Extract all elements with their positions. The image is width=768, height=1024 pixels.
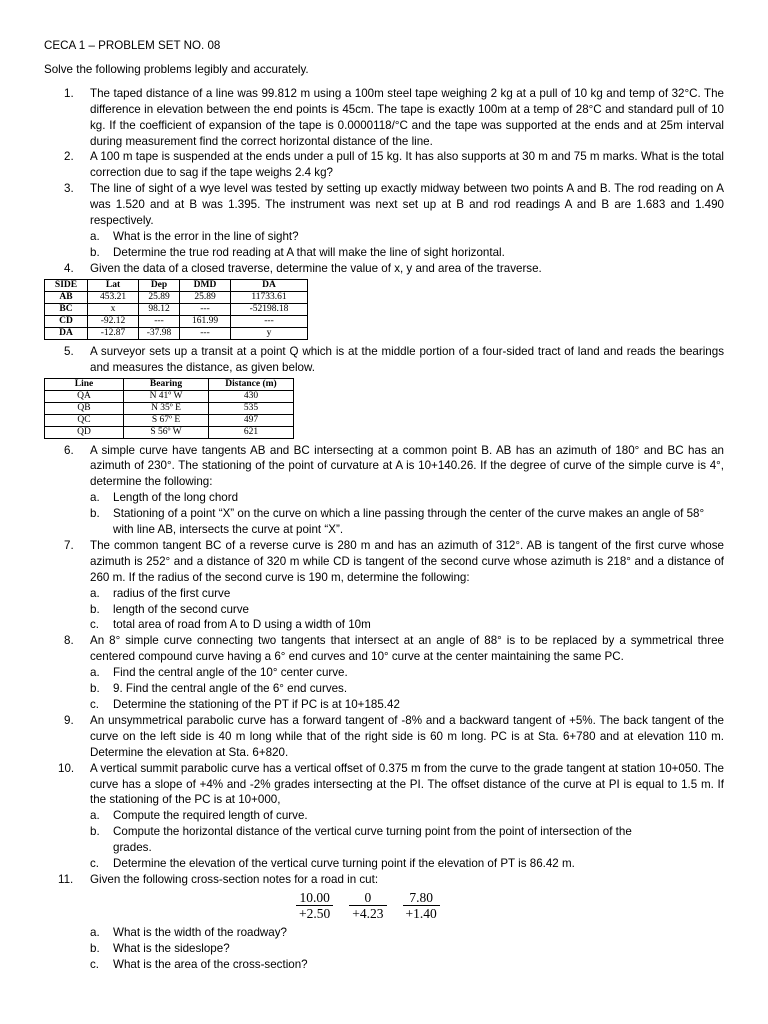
problem-11: 11. Given the following cross-section notes for a road in cut:	[58, 872, 379, 886]
sub-question: b. Compute the horizontal distance of the vertical curve turning point from the point of intersection of the grades.	[90, 825, 632, 855]
table-row: DA -12.87 -37.98 --- y	[45, 327, 308, 339]
sub-question-list	[90, 808, 724, 872]
problem-11-subs	[44, 925, 724, 973]
table-row: CD -92.12 --- 161.99 ---	[45, 315, 308, 327]
problem-4: 4. Given the data of a closed traverse, determine the value of x, y and area of the traverse.	[64, 261, 542, 275]
table-row: BC x 98.12 --- -52198.18	[45, 303, 308, 315]
sub-question: a. Compute the required length of curve.	[90, 809, 308, 823]
problem-text: The line of sight of a wye level was tested by setting up exactly midway between two points A and B. The rod reading on A was 1.520 and at B was 1.395. The instrument was next set up at B and rod readings A and B are 1.683 and 1.490 respectively.	[90, 182, 724, 228]
table-header-row: SIDE Lat Dep DMD DA	[45, 279, 308, 291]
problem-text: A vertical summit parabolic curve has a vertical offset of 0.375 m from the curve to the grade tangent at station 10+050. The curve has a slope of +4% and -2% grades intersecting at the PI. The offset distance of the curve at PI is equal to 1.5 m. If the stationing of the PC is at 10+000,	[90, 761, 724, 807]
sub-question-list	[90, 490, 724, 538]
problem-text: The taped distance of a line was 99.812 m using a 100m steel tape weighing 2 kg at a pull of 10 kg and temp of 32°C. The difference in elevation between the end points is 45cm. The tape is exactly 100m at a temp of 28°C and standard pull of 10 kg. If the coefficient of expansion of the tape is 0.0000118/°C and the tape was supported at the ends and at 25m interval during measurement find the correct horizontal distance of the line.	[90, 86, 724, 148]
sub-question: c. Determine the stationing of the PT if PC is at 10+185.42	[90, 698, 400, 711]
problem-list	[44, 86, 724, 277]
sub-question: c. total area of road from A to D using a width of 10m	[90, 618, 371, 632]
sub-question: b. Determine the true rod reading at A that will make the line of sight horizontal.	[90, 245, 505, 259]
table-row: QA N 41º W 430	[45, 390, 294, 402]
problem-10: 10. A vertical summit parabolic curve has a vertical offset of 0.375 m from the curve to the grade tangent at station 10+050. The curve has a slope of +4% and -2% grades intersecting at the PI. The offset distance of the curve at PI is equal to 1.5 m. If the stationing of the PC is at 10+000, a. Compute the required length of curve. b. Compute the horizontal distance of the vertical curve turning point from the point of intersection of the grades. c. Determine the elevation of the vertical curve turning point if the elevation of PT is 86.42 m.	[58, 761, 724, 871]
table-row: AB 453.21 25.89 25.89 11733.61	[45, 291, 308, 303]
problem-text: Given the data of a closed traverse, determine the value of x, y and area of the traverse.	[90, 261, 542, 275]
page-title: CECA 1 – PROBLEM SET NO. 08	[44, 39, 221, 52]
problem-text: Given the following cross-section notes for a road in cut:	[90, 872, 379, 886]
problem-text: An unsymmetrical parabolic curve has a forward tangent of -8% and a backward tangent of +5%. The back tangent of the curve on the left side is 40 m long while that of the right side is 60 m long. PC is at Sta. 6+780 and at elevation 110 m. Determine the elevation at Sta. 6+820.	[90, 713, 724, 759]
cross-section-top-row: 10.00 0 7.80	[296, 890, 440, 906]
sub-question: b. 9. Find the central angle of the 6° end curves.	[90, 682, 348, 696]
table-row: QD S 56º W 621	[45, 426, 294, 438]
sub-question: a. What is the error in the line of sight?	[90, 229, 299, 243]
sub-question: b. length of the second curve	[90, 602, 249, 616]
sub-question: c. What is the area of the cross-section?	[90, 957, 308, 971]
problem-8: 8. An 8° simple curve connecting two tangents that intersect at an angle of 88° is to be replaced by a symmetrical three centered compound curve having a 6° end curves and 10° curve at the center maintaining the same PC. a. Find the central angle of the 10° center curve. b. 9. Find the central angle of the 6° end curves. c. Determine the stationing of the PT if PC is at 10+185.42	[64, 634, 724, 711]
sub-question: b. Stationing of a point “X” on the curve on which a line passing through the center of the curve makes an angle of 58° with line AB, intersects the curve at point “X”.	[90, 507, 705, 537]
traverse-table	[44, 279, 308, 340]
cross-section-bottom-row: +2.50 +4.23 +1.40	[299, 905, 437, 921]
sub-question: a. radius of the first curve	[90, 586, 231, 600]
instructions: Solve the following problems legibly and accurately.	[44, 62, 309, 76]
table-row: QB N 35º E 535	[45, 402, 294, 414]
problem-text: A 100 m tape is suspended at the ends under a pull of 15 kg. It has also supports at 30 m and 75 m marks. What is the total correction due to sag if the tape weighs 2.4 kg?	[90, 150, 724, 180]
problem-list	[44, 925, 724, 973]
table-header-row: Line Bearing Distance (m)	[45, 378, 294, 390]
problem-text: A surveyor sets up a transit at a point Q which is at the middle portion of a four-sided tract of land and reads the bearings and measures the distance, as given below.	[90, 344, 724, 374]
sub-question-list	[90, 229, 724, 261]
problem-7: 7. The common tangent BC of a reverse curve is 280 m and has an azimuth of 312°. AB is tangent of the first curve whose azimuth is 252° and a distance of 320 m while CD is tangent of the second curve whose azimuth is 218° and a distance of 260 m. If the radius of the second curve is 190 m, determine the following: a. radius of the first curve b. length of the second curve c. total area of road from A to D using a width of 10m	[64, 538, 724, 632]
bearing-table	[44, 378, 294, 439]
sub-question-list	[90, 925, 724, 973]
problem-6: 6. A simple curve have tangents AB and BC intersecting at a common point B. AB has an azimuth of 180° and BC has an azimuth of 230°. The stationing of the point of curvature at A is 10+140.26. If the degree of curve of the simple curve is 4°, determine the following: a. Length of the long chord b. Stationing of a point “X” on the curve on which a line passing through the center of the curve makes an angle of 58° with line AB, intersects the curve at point “X”.	[64, 443, 724, 537]
problem-text: An 8° simple curve connecting two tangents that intersect at an angle of 88° is to be replaced by a symmetrical three centered compound curve having a 6° end curves and 10° curve at the center maintaining the same PC.	[90, 634, 724, 664]
problem-9: 9. An unsymmetrical parabolic curve has a forward tangent of -8% and a backward tangent of +5%. The back tangent of the curve on the left side is 40 m long while that of the right side is 60 m long. PC is at Sta. 6+780 and at elevation 110 m. Determine the elevation at Sta. 6+820.	[64, 713, 724, 759]
sub-question-list	[90, 665, 724, 713]
sub-question: a. What is the width of the roadway?	[90, 925, 287, 939]
problem-text: The common tangent BC of a reverse curve is 280 m and has an azimuth of 312°. AB is tangent of the first curve whose azimuth is 252° and a distance of 320 m while CD is tangent of the second curve whose azimuth is 218° and a distance of 260 m. If the radius of the second curve is 190 m, determine the following:	[90, 538, 724, 584]
problem-3: 3. The line of sight of a wye level was tested by setting up exactly midway between two points A and B. The rod reading on A was 1.520 and at B was 1.395. The instrument was next set up at B and rod readings A and B are 1.683 and 1.490 respectively. a. What is the error in the line of sight? b. Determine the true rod reading at A that will make the line of sight horizontal.	[64, 182, 724, 259]
problem-list	[44, 443, 724, 888]
sub-question: c. Determine the elevation of the vertical curve turning point if the elevation of PT is 86.42 m.	[90, 857, 575, 871]
cross-section-notes	[296, 890, 440, 921]
problem-2: 2. A 100 m tape is suspended at the ends under a pull of 15 kg. It has also supports at 30 m and 75 m marks. What is the total correction due to sag if the tape weighs 2.4 kg?	[64, 150, 724, 180]
sub-question-list	[90, 586, 724, 634]
problem-text: A simple curve have tangents AB and BC intersecting at a common point B. AB has an azimuth of 180° and BC has an azimuth of 230°. The stationing of the point of curvature at A is 10+140.26. If the degree of curve of the simple curve is 4°, determine the following:	[90, 443, 724, 489]
problem-5: 5. A surveyor sets up a transit at a point Q which is at the middle portion of a four-sided tract of land and reads the bearings and measures the distance, as given below.	[64, 344, 724, 374]
problem-list	[44, 344, 724, 376]
problem-1: 1. The taped distance of a line was 99.812 m using a 100m steel tape weighing 2 kg at a pull of 10 kg and temp of 32°C. The difference in elevation between the end points is 45cm. The tape is exactly 100m at a temp of 28°C and standard pull of 10 kg. If the coefficient of expansion of the tape is 0.0000118/°C and the tape was supported at the ends and at 25m interval during measurement find the correct horizontal distance of the line.	[64, 86, 724, 148]
sub-question: a. Find the central angle of the 10° center curve.	[90, 666, 348, 680]
table-row: QC S 67º E 497	[45, 414, 294, 426]
sub-question: b. What is the sideslope?	[90, 941, 230, 955]
sub-question: a. Length of the long chord	[90, 491, 239, 505]
